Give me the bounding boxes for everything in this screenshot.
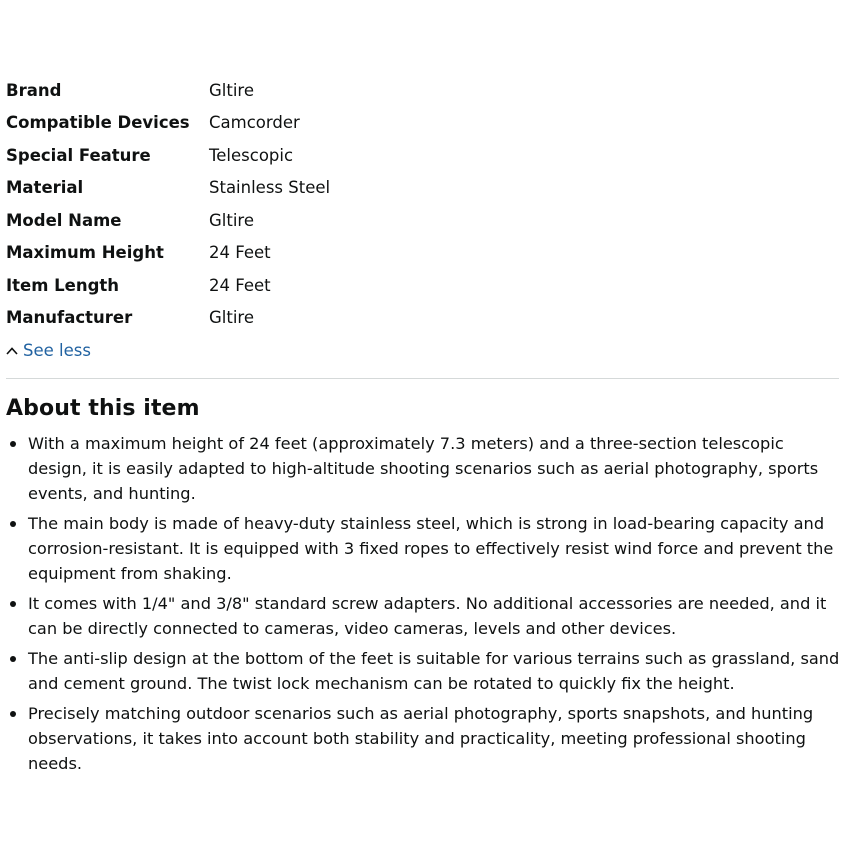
spec-row-compatible-devices [6, 107, 506, 140]
chevron-up-icon [5, 344, 19, 358]
bullet-icon [10, 441, 16, 447]
spec-row-item-length [6, 269, 506, 302]
spec-value: Stainless Steel [209, 178, 331, 198]
bullet-icon [10, 601, 16, 607]
see-less-link[interactable] [5, 341, 91, 360]
spec-label: Item Length [6, 275, 120, 295]
spec-value: Gltire [209, 210, 254, 230]
spec-label: Manufacturer [6, 308, 133, 328]
spec-value: Gltire [209, 80, 254, 100]
bullet-icon [10, 656, 16, 662]
product-specs-table [6, 74, 506, 334]
about-this-item-heading: About this item [6, 396, 200, 421]
see-less-label: See less [23, 341, 91, 360]
bullet-icon [10, 711, 16, 717]
spec-value: Camcorder [209, 113, 300, 133]
list-item [6, 646, 842, 696]
spec-row-brand [6, 74, 506, 107]
spec-label: Material [6, 178, 84, 198]
spec-label: Compatible Devices [6, 113, 190, 133]
spec-value: Gltire [209, 308, 254, 328]
spec-label: Model Name [6, 210, 122, 230]
list-item [6, 431, 842, 506]
bullet-text: The anti-slip design at the bottom of the feet is suitable for various terrains such as grassland, sand and cement ground. The twist lock mechanism can be rotated to quickly fix the height. [28, 649, 840, 693]
spec-label: Special Feature [6, 145, 151, 165]
about-bullet-list [6, 431, 842, 781]
spec-row-maximum-height [6, 237, 506, 270]
spec-row-material [6, 172, 506, 205]
bullet-text: Precisely matching outdoor scenarios such as aerial photography, sports snapshots, and hunting observations, it takes into account both stability and practicality, meeting professional shooting needs. [28, 704, 814, 773]
bullet-text: With a maximum height of 24 feet (approximately 7.3 meters) and a three-section telescopic design, it is easily adapted to high-altitude shooting scenarios such as aerial photography, sports events, and hunting. [28, 434, 819, 503]
bullet-icon [10, 521, 16, 527]
list-item [6, 511, 842, 586]
spec-value: 24 Feet [209, 275, 271, 295]
spec-row-model-name [6, 204, 506, 237]
spec-value: Telescopic [209, 145, 294, 165]
spec-row-special-feature [6, 139, 506, 172]
bullet-text: The main body is made of heavy-duty stainless steel, which is strong in load-bearing capacity and corrosion-resistant. It is equipped with 3 fixed ropes to effectively resist wind force and prevent the equipment from shaking. [28, 514, 834, 583]
spec-value: 24 Feet [209, 243, 271, 263]
list-item [6, 591, 842, 641]
bullet-text: It comes with 1/4" and 3/8" standard screw adapters. No additional accessories are needed, and it can be directly connected to cameras, video cameras, levels and other devices. [28, 594, 827, 638]
list-item [6, 701, 842, 776]
spec-label: Maximum Height [6, 243, 164, 263]
spec-row-manufacturer [6, 302, 506, 335]
spec-label: Brand [6, 80, 62, 100]
section-divider [6, 378, 839, 379]
